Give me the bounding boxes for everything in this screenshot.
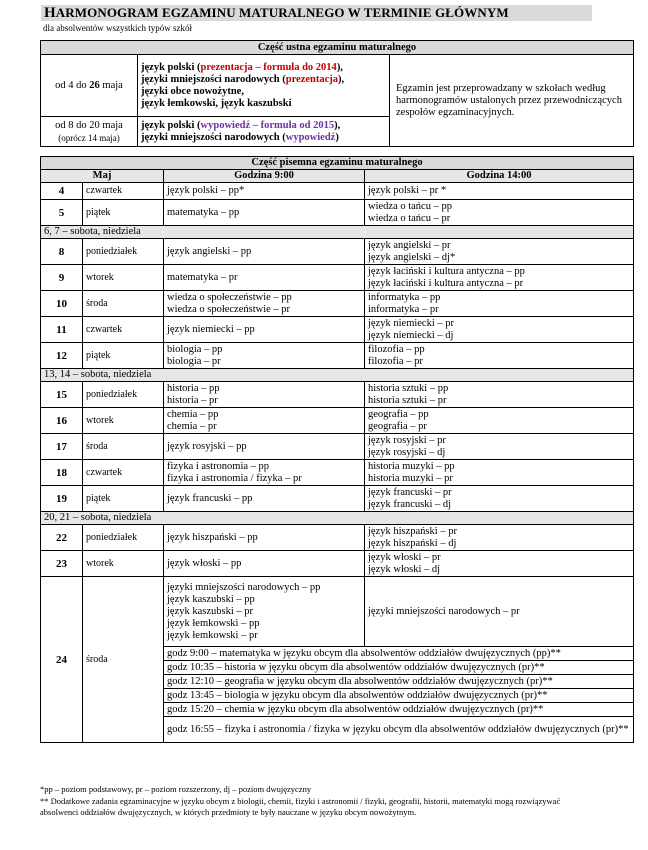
morning-exams (164, 486, 365, 512)
afternoon-exams (365, 291, 634, 317)
exam-weekday: czwartek (83, 183, 164, 200)
morning-exams (164, 183, 365, 200)
footnote-bilingual: ** Dodatkowe zadania egzaminacyjne w języku obcym z biologii, chemii, fizyki i astronomii / fizyki, geografii, historii, matematyki mogą rozwiązywać absolwenci oddziałów dwujęzycznych, w których przedmioty te były nauczane w języku obcym nowożytnym. (40, 796, 561, 817)
exam-item: język angielski – dj* (368, 251, 456, 263)
exam-day-number: 17 (41, 434, 83, 460)
afternoon-exams (365, 577, 634, 647)
exam-item: historia sztuki – pp (368, 382, 449, 394)
morning-exams (164, 265, 365, 291)
exam-item: fizyka i astronomia / fizyka – pr (167, 472, 302, 484)
exam-item: język hiszpański – pp (167, 531, 258, 543)
afternoon-exams (365, 317, 634, 343)
morning-exams (164, 317, 365, 343)
col-2pm: Godzina 14:00 (365, 170, 634, 183)
exam-item: języki mniejszości narodowych – pr (368, 605, 520, 617)
exam-day-row (41, 486, 634, 512)
morning-exams (164, 434, 365, 460)
title-first-letter: H (44, 5, 56, 21)
bilingual-exam: godz 16:55 – fizyka i astronomia / fizyka w języku obcym dla absolwentów oddziałów dwujęzycznych (pr)** (164, 717, 634, 743)
exam-item: język angielski – pr (368, 239, 451, 251)
exam-day-row (41, 343, 634, 369)
title-text: ARMONOGRAM EGZAMINU MATURALNEGO W TERMINIE GŁÓWNYM (55, 5, 509, 20)
morning-exams (164, 239, 365, 265)
exam-weekday: czwartek (83, 460, 164, 486)
exam-day-row (41, 239, 634, 265)
oral-subject-end: ), (336, 61, 343, 73)
exam-item: język hiszpański – pr (368, 525, 457, 537)
exam-item: język polski – pp* (167, 185, 245, 196)
exam-item: język kaszubski – pr (167, 605, 254, 617)
exam-item: historia sztuki – pr (368, 394, 447, 406)
morning-exams (164, 577, 365, 647)
oral-subject-line (141, 62, 386, 74)
exam-item: geografia – pp (368, 408, 429, 420)
exam-day-number: 15 (41, 382, 83, 408)
oral-subject-text: język łemkowski, język kaszubski (141, 97, 292, 109)
oral-exam-table (40, 40, 634, 147)
exam-item: biologia – pp (167, 343, 223, 355)
exam-item: język włoski – pr (368, 551, 441, 563)
exam-weekday: piątek (83, 486, 164, 512)
oral-subject-text: język polski ( (141, 61, 201, 73)
weekend-row (41, 226, 634, 239)
afternoon-exams (365, 408, 634, 434)
page-title (41, 5, 592, 21)
exam-item: język kaszubski – pp (167, 593, 255, 605)
exam-day-row (41, 382, 634, 408)
exam-day-number: 22 (41, 525, 83, 551)
exam-item: język rosyjski – dj (368, 446, 446, 458)
morning-exams (164, 408, 365, 434)
exam-item: język hiszpański – dj (368, 537, 457, 549)
exam-item: filozofia – pp (368, 343, 425, 355)
oral-subject-end: ) (335, 131, 339, 143)
footnote-levels: *pp – poziom podstawowy, pr – poziom rozszerzony, dj – poziom dwujęzyczny (40, 784, 312, 794)
exam-item: historia – pp (167, 382, 220, 394)
oral-subject-end: ), (334, 119, 341, 131)
exam-item: wiedza o społeczeństwie – pr (167, 303, 291, 315)
weekend-row (41, 512, 634, 525)
exam-weekday: poniedziałek (83, 382, 164, 408)
exam-day-number: 4 (41, 183, 83, 200)
exam-item: język niemiecki – pp (167, 323, 255, 335)
exam-weekday: środa (83, 577, 164, 743)
exam-weekday: środa (83, 291, 164, 317)
afternoon-exams (365, 460, 634, 486)
oral-exam-header: Część ustna egzaminu maturalnego (41, 41, 634, 55)
oral-subject-line (141, 132, 386, 144)
weekend-label: 20, 21 – sobota, niedziela (41, 512, 634, 525)
oral-period-2: od 8 do 20 maja (oprócz 14 maja) (41, 117, 138, 147)
exam-weekday: czwartek (83, 317, 164, 343)
exam-item: wiedza o tańcu – pr (368, 212, 451, 224)
morning-exams (164, 200, 365, 226)
exam-item: język rosyjski – pr (368, 434, 446, 446)
oral-subject-form: wypowiedź – formuła od 2015 (200, 119, 335, 131)
afternoon-exams (365, 434, 634, 460)
exam-item: matematyka – pp (167, 206, 240, 218)
afternoon-exams (365, 382, 634, 408)
exam-day-number: 23 (41, 551, 83, 577)
col-month: Maj (41, 170, 164, 183)
afternoon-exams (365, 265, 634, 291)
exam-item: język łaciński i kultura antyczna – pr (368, 277, 524, 289)
oral-subject-line (141, 74, 386, 86)
afternoon-exams (365, 183, 634, 200)
oral-subject-text: języki mniejszości narodowych ( (141, 73, 286, 85)
afternoon-exams (365, 343, 634, 369)
morning-exams (164, 525, 365, 551)
exam-item: fizyka i astronomia – pp (167, 460, 270, 472)
exam-day-number: 9 (41, 265, 83, 291)
oral-subject-form: prezentacja (285, 73, 339, 85)
page-subtitle: dla absolwentów wszystkich typów szkół (43, 23, 192, 33)
exam-day-number: 18 (41, 460, 83, 486)
exam-item: biologia – pr (167, 355, 221, 367)
exam-item: chemia – pr (167, 420, 217, 432)
exam-day-number: 16 (41, 408, 83, 434)
exam-item: język rosyjski – pp (167, 440, 247, 452)
exam-day-row (41, 183, 634, 200)
exam-weekday: wtorek (83, 408, 164, 434)
exam-item: język włoski – pp (167, 557, 242, 569)
oral-period-1: od 4 do 26 maja (41, 55, 138, 117)
exam-day-row (41, 317, 634, 343)
exam-item: język francuski – pp (167, 492, 253, 504)
morning-exams (164, 382, 365, 408)
bilingual-exam: godz 13:45 – biologia w języku obcym dla absolwentów oddziałów dwujęzycznych (pr)** (164, 689, 634, 703)
morning-exams (164, 460, 365, 486)
afternoon-exams (365, 525, 634, 551)
oral-subject-end: ), (338, 73, 345, 85)
weekend-label: 13, 14 – sobota, niedziela (41, 369, 634, 382)
oral-subject-text: języki mniejszości narodowych ( (141, 131, 286, 143)
exam-item: informatyka – pp (368, 291, 441, 303)
exam-day-number: 12 (41, 343, 83, 369)
oral-period-2-subjects (138, 117, 390, 147)
written-exam-table (40, 156, 634, 743)
exam-day-row (41, 291, 634, 317)
exam-weekday: piątek (83, 343, 164, 369)
exam-item: wiedza o społeczeństwie – pp (167, 291, 292, 303)
oral-subject-line (141, 86, 386, 98)
exam-item: język łemkowski – pr (167, 629, 258, 641)
oral-subject-text: języki obce nowożytne, (141, 85, 244, 97)
bilingual-exam: godz 9:00 – matematyka w języku obcym dla absolwentów oddziałów dwujęzycznych (pp)** (164, 647, 634, 661)
exam-item: języki mniejszości narodowych – pp (167, 581, 321, 593)
exam-item: historia – pr (167, 394, 218, 406)
exam-day-row (41, 265, 634, 291)
weekend-label: 6, 7 – sobota, niedziela (41, 226, 634, 239)
exam-item: język łemkowski – pp (167, 617, 260, 629)
oral-subject-line (141, 120, 386, 132)
exam-day-row (41, 434, 634, 460)
exam-item: język niemiecki – dj (368, 329, 454, 341)
exam-item: historia muzyki – pr (368, 472, 453, 484)
exam-day-number: 10 (41, 291, 83, 317)
exam-day-number: 24 (41, 577, 83, 743)
afternoon-exams (365, 551, 634, 577)
exam-day-number: 8 (41, 239, 83, 265)
exam-item: język francuski – pr (368, 486, 452, 498)
exam-day-row (41, 200, 634, 226)
exam-item: język włoski – dj (368, 563, 441, 575)
exam-day-number: 5 (41, 200, 83, 226)
exam-item: język angielski – pp (167, 245, 252, 257)
exam-day-row (41, 525, 634, 551)
exam-item: wiedza o tańcu – pp (368, 200, 452, 212)
exam-weekday: wtorek (83, 551, 164, 577)
weekend-row (41, 369, 634, 382)
exam-day-row (41, 408, 634, 434)
exam-day-number: 19 (41, 486, 83, 512)
morning-exams (164, 291, 365, 317)
oral-subject-form: wypowiedź (285, 131, 336, 143)
bilingual-exam: godz 15:20 – chemia w języku obcym dla absolwentów oddziałów dwujęzycznych (pr)** (164, 703, 634, 717)
afternoon-exams (365, 239, 634, 265)
exam-day-row (41, 460, 634, 486)
exam-weekday: poniedziałek (83, 239, 164, 265)
afternoon-exams (365, 486, 634, 512)
afternoon-exams (365, 200, 634, 226)
exam-weekday: piątek (83, 200, 164, 226)
exam-item: chemia – pp (167, 408, 219, 420)
bilingual-exam: godz 10:35 – historia w języku obcym dla absolwentów oddziałów dwujęzycznych (pr)** (164, 661, 634, 675)
col-9am: Godzina 9:00 (164, 170, 365, 183)
bilingual-exam: godz 12:10 – geografia w języku obcym dla absolwentów oddziałów dwujęzycznych (pr)** (164, 675, 634, 689)
exam-weekday: środa (83, 434, 164, 460)
exam-item: język francuski – dj (368, 498, 452, 510)
exam-item: język łaciński i kultura antyczna – pp (368, 265, 525, 277)
exam-item: matematyka – pr (167, 271, 238, 283)
exam-item: historia muzyki – pp (368, 460, 455, 472)
exam-day-number: 11 (41, 317, 83, 343)
exam-weekday: wtorek (83, 265, 164, 291)
oral-subject-line (141, 98, 386, 110)
oral-subject-form: prezentacja – formuła do 2014 (200, 61, 337, 73)
exam-item: język niemiecki – pr (368, 317, 455, 329)
exam-item: język polski – pr * (368, 185, 447, 196)
exam-weekday: poniedziałek (83, 525, 164, 551)
morning-exams (164, 551, 365, 577)
oral-subject-text: język polski ( (141, 119, 201, 131)
exam-item: informatyka – pr (368, 303, 439, 315)
exam-item: geografia – pr (368, 420, 427, 432)
exam-item: filozofia – pr (368, 355, 423, 367)
written-exam-header: Część pisemna egzaminu maturalnego (41, 157, 634, 170)
exam-day-row (41, 577, 634, 647)
oral-exam-note: Egzamin jest przeprowadzany w szkołach według harmonogramów ustalonych przez przewodniczących zespołów egzaminacyjnych. (390, 55, 634, 147)
exam-day-row (41, 551, 634, 577)
oral-period-1-subjects (138, 55, 390, 117)
morning-exams (164, 343, 365, 369)
